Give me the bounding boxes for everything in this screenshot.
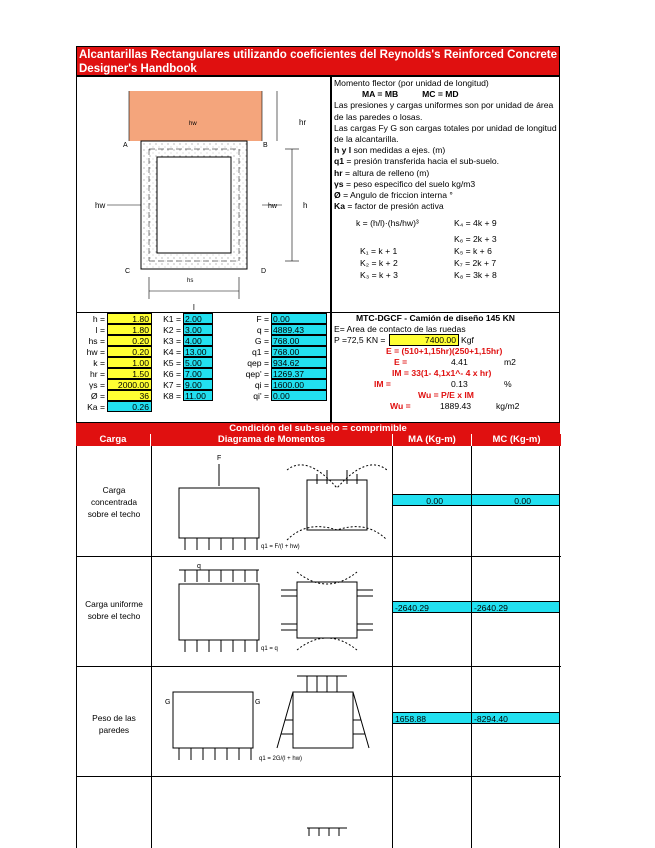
formula-k4: K₄ = 4k + 9 bbox=[454, 218, 497, 229]
param-value[interactable]: 36 bbox=[107, 390, 152, 401]
param-label: Ka = bbox=[87, 402, 105, 412]
culvert-drawing-panel bbox=[76, 76, 331, 313]
truck-p-unit: Kgf bbox=[461, 335, 474, 345]
notes-o: Ø = Angulo de friccion interna ° bbox=[334, 190, 453, 201]
row-label-concentrated: Carga concentrada sobre el techo bbox=[87, 485, 141, 519]
svg-text:q: q bbox=[197, 563, 201, 570]
header-ma: MA (Kg-m) bbox=[392, 434, 471, 446]
k-value: 5.00 bbox=[183, 357, 213, 368]
load-label: F = bbox=[256, 314, 269, 324]
formula-k: k = (h/l)·(hs/hw)³ bbox=[356, 218, 419, 229]
k-label: K2 = bbox=[163, 325, 181, 335]
notes-hl: h y l son medidas a ejes. (m) bbox=[334, 145, 446, 156]
moments-table bbox=[76, 446, 560, 848]
fill-soil bbox=[129, 91, 262, 141]
notes-ka: Ka = factor de presión activa bbox=[334, 201, 444, 212]
load-value: 768.00 bbox=[271, 335, 327, 346]
spreadsheet bbox=[76, 46, 560, 762]
param-value[interactable]: 1.80 bbox=[107, 324, 152, 335]
notes-ys: γs = peso especifico del suelo kg/m3 bbox=[334, 178, 476, 189]
param-value[interactable]: 0.20 bbox=[107, 335, 152, 346]
k-label: K4 = bbox=[163, 347, 181, 357]
truck-im-label: IM = bbox=[374, 379, 391, 389]
truck-wu-value: 1889.43 bbox=[440, 401, 472, 411]
formula-k7: K₇ = 2k + 7 bbox=[454, 258, 497, 269]
truck-e-unit: m2 bbox=[504, 357, 516, 367]
formula-k8: K₈ = 3k + 8 bbox=[454, 270, 497, 281]
label-l: l bbox=[193, 303, 195, 312]
truck-im-formula: IM = 33(1- 4,1x1^- 4 x hr) bbox=[392, 368, 492, 378]
row-label-walls: Peso de las paredes bbox=[92, 713, 136, 735]
svg-text:q1 = 2G/(l + hw): q1 = 2G/(l + hw) bbox=[259, 756, 303, 762]
parameters-panel bbox=[76, 313, 331, 423]
param-label: l = bbox=[95, 325, 105, 335]
header-carga: Carga bbox=[76, 434, 151, 446]
svg-text:G: G bbox=[165, 699, 171, 706]
k-label: K1 = bbox=[163, 314, 181, 324]
label-hr: hr bbox=[299, 118, 307, 127]
param-label: hw = bbox=[86, 347, 105, 357]
subsoil-condition: Condición del sub-suelo = comprimible bbox=[76, 423, 560, 434]
load-label: qep' = bbox=[245, 369, 269, 379]
mc-concentrated: 0.00 bbox=[472, 494, 559, 506]
k-value: 11.00 bbox=[183, 390, 213, 401]
notes-q1: q1 = presión transferida hacia el sub-suelo. bbox=[334, 156, 500, 167]
k-value: 2.00 bbox=[183, 313, 213, 324]
load-value: 4889.43 bbox=[271, 324, 327, 335]
param-label: Ø = bbox=[90, 391, 105, 401]
k-label: K6 = bbox=[163, 369, 181, 379]
param-value[interactable]: 0.20 bbox=[107, 346, 152, 357]
truck-im-value: 0.13 bbox=[451, 379, 468, 389]
diagram-partial bbox=[157, 780, 387, 840]
notes-hr: hr = altura de relleno (m) bbox=[334, 167, 430, 178]
formula-k1: K₁ = k + 1 bbox=[360, 246, 398, 257]
load-label: G = bbox=[254, 336, 269, 346]
param-value[interactable]: 2000.00 bbox=[107, 379, 152, 390]
load-value: 0.00 bbox=[271, 313, 327, 324]
param-label: γs = bbox=[89, 380, 105, 390]
svg-text:G: G bbox=[255, 699, 261, 706]
truck-p-label: P =72,5 KN = bbox=[334, 335, 386, 345]
formula-k5: K₅ = k + 6 bbox=[454, 246, 492, 257]
formula-k2: K₂ = k + 2 bbox=[360, 258, 398, 269]
truck-e-value: 4.41 bbox=[451, 357, 468, 367]
truck-e-def: E= Area de contacto de las ruedas bbox=[334, 324, 466, 334]
diagram-concentrated bbox=[157, 450, 387, 554]
corner-a: A bbox=[123, 142, 128, 149]
notes-moment: Momento flector (por unidad de longitud) bbox=[334, 78, 489, 88]
load-label: qi' = bbox=[253, 391, 269, 401]
corner-c: C bbox=[125, 268, 131, 275]
label-hw-left: hw bbox=[95, 201, 106, 210]
load-value: 768.00 bbox=[271, 346, 327, 357]
label-hw-top: hw bbox=[189, 121, 197, 127]
notes-loads: Las cargas Fy G son cargas totales por unidad de longitud de la alcantarilla. bbox=[334, 122, 557, 145]
label-hs: hs bbox=[187, 278, 194, 284]
notes-pressures: Las presiones y cargas uniformes son por unidad de área de las paredes o losas. bbox=[334, 100, 554, 122]
svg-text:F: F bbox=[217, 455, 222, 462]
corner-b: B bbox=[263, 142, 268, 149]
k-label: K8 = bbox=[163, 391, 181, 401]
corner-d: D bbox=[261, 268, 267, 275]
k-value: 9.00 bbox=[183, 379, 213, 390]
diagram-uniform bbox=[157, 560, 387, 664]
param-label: hs = bbox=[88, 336, 105, 346]
param-value[interactable]: 1.80 bbox=[107, 313, 152, 324]
truck-e-label: E = bbox=[394, 357, 408, 367]
k-value: 7.00 bbox=[183, 368, 213, 379]
param-label: hr = bbox=[89, 369, 105, 379]
svg-text:q1 = q: q1 = q bbox=[261, 646, 278, 652]
notes-equality: MA = MB MC = MD bbox=[362, 89, 459, 100]
load-label: qi = bbox=[254, 380, 269, 390]
k-label: K7 = bbox=[163, 380, 181, 390]
header-diagrama: Diagrama de Momentos bbox=[151, 434, 392, 446]
ma-concentrated: 0.00 bbox=[393, 494, 471, 506]
ma-walls: 1658.88 bbox=[393, 712, 471, 724]
truck-title: MTC-DGCF - Camión de diseño 145 KN bbox=[356, 313, 515, 323]
culvert-opening bbox=[157, 157, 231, 253]
ma-uniform: -2640.29 bbox=[393, 601, 471, 613]
formula-k6: K₆ = 2k + 3 bbox=[454, 234, 497, 245]
k-label: K5 = bbox=[163, 358, 181, 368]
notes-panel bbox=[331, 76, 560, 313]
truck-wu-unit: kg/m2 bbox=[496, 401, 520, 411]
param-value[interactable]: 1.00 bbox=[107, 357, 152, 368]
load-value: 0.00 bbox=[271, 390, 327, 401]
k-label: K3 = bbox=[163, 336, 181, 346]
param-value[interactable]: 0.26 bbox=[107, 401, 152, 412]
truck-p-value: 7400.00 bbox=[389, 334, 459, 346]
load-label: q1 = bbox=[252, 347, 269, 357]
formula-k3: K₃ = k + 3 bbox=[360, 270, 398, 281]
header-mc: MC (Kg-m) bbox=[471, 434, 561, 446]
k-value: 3.00 bbox=[183, 324, 213, 335]
mc-uniform: -2640.29 bbox=[472, 601, 559, 613]
diagram-walls bbox=[157, 670, 387, 774]
param-label: k = bbox=[93, 358, 105, 368]
k-value: 13.00 bbox=[183, 346, 213, 357]
param-label: h = bbox=[92, 314, 105, 324]
row-label-uniform: Carga uniforme sobre el techo bbox=[85, 599, 143, 621]
load-label: q = bbox=[256, 325, 269, 335]
load-value: 1600.00 bbox=[271, 379, 327, 390]
label-h: h bbox=[303, 201, 308, 210]
load-value: 934.62 bbox=[271, 357, 327, 368]
mc-walls: -8294.40 bbox=[472, 712, 559, 724]
sheet-title: Alcantarillas Rectangulares utilizando coeficientes del Reynolds's Reinforced Concrete Designer's Handbook bbox=[76, 46, 560, 76]
truck-wu-label: Wu = bbox=[390, 401, 411, 411]
k-value: 4.00 bbox=[183, 335, 213, 346]
param-value[interactable]: 1.50 bbox=[107, 368, 152, 379]
culvert-section-drawing bbox=[77, 77, 330, 312]
load-value: 1269.37 bbox=[271, 368, 327, 379]
truck-panel bbox=[331, 313, 560, 423]
truck-wu-formula: Wu = P/E x IM bbox=[418, 390, 474, 400]
load-label: qep = bbox=[247, 358, 269, 368]
label-hw-right: hw bbox=[268, 203, 277, 210]
truck-e-formula: E = (510+1,15hr)(250+1,15hr) bbox=[386, 346, 503, 356]
svg-text:q1 = F/(l + hw): q1 = F/(l + hw) bbox=[261, 544, 300, 550]
truck-im-unit: % bbox=[504, 379, 512, 389]
